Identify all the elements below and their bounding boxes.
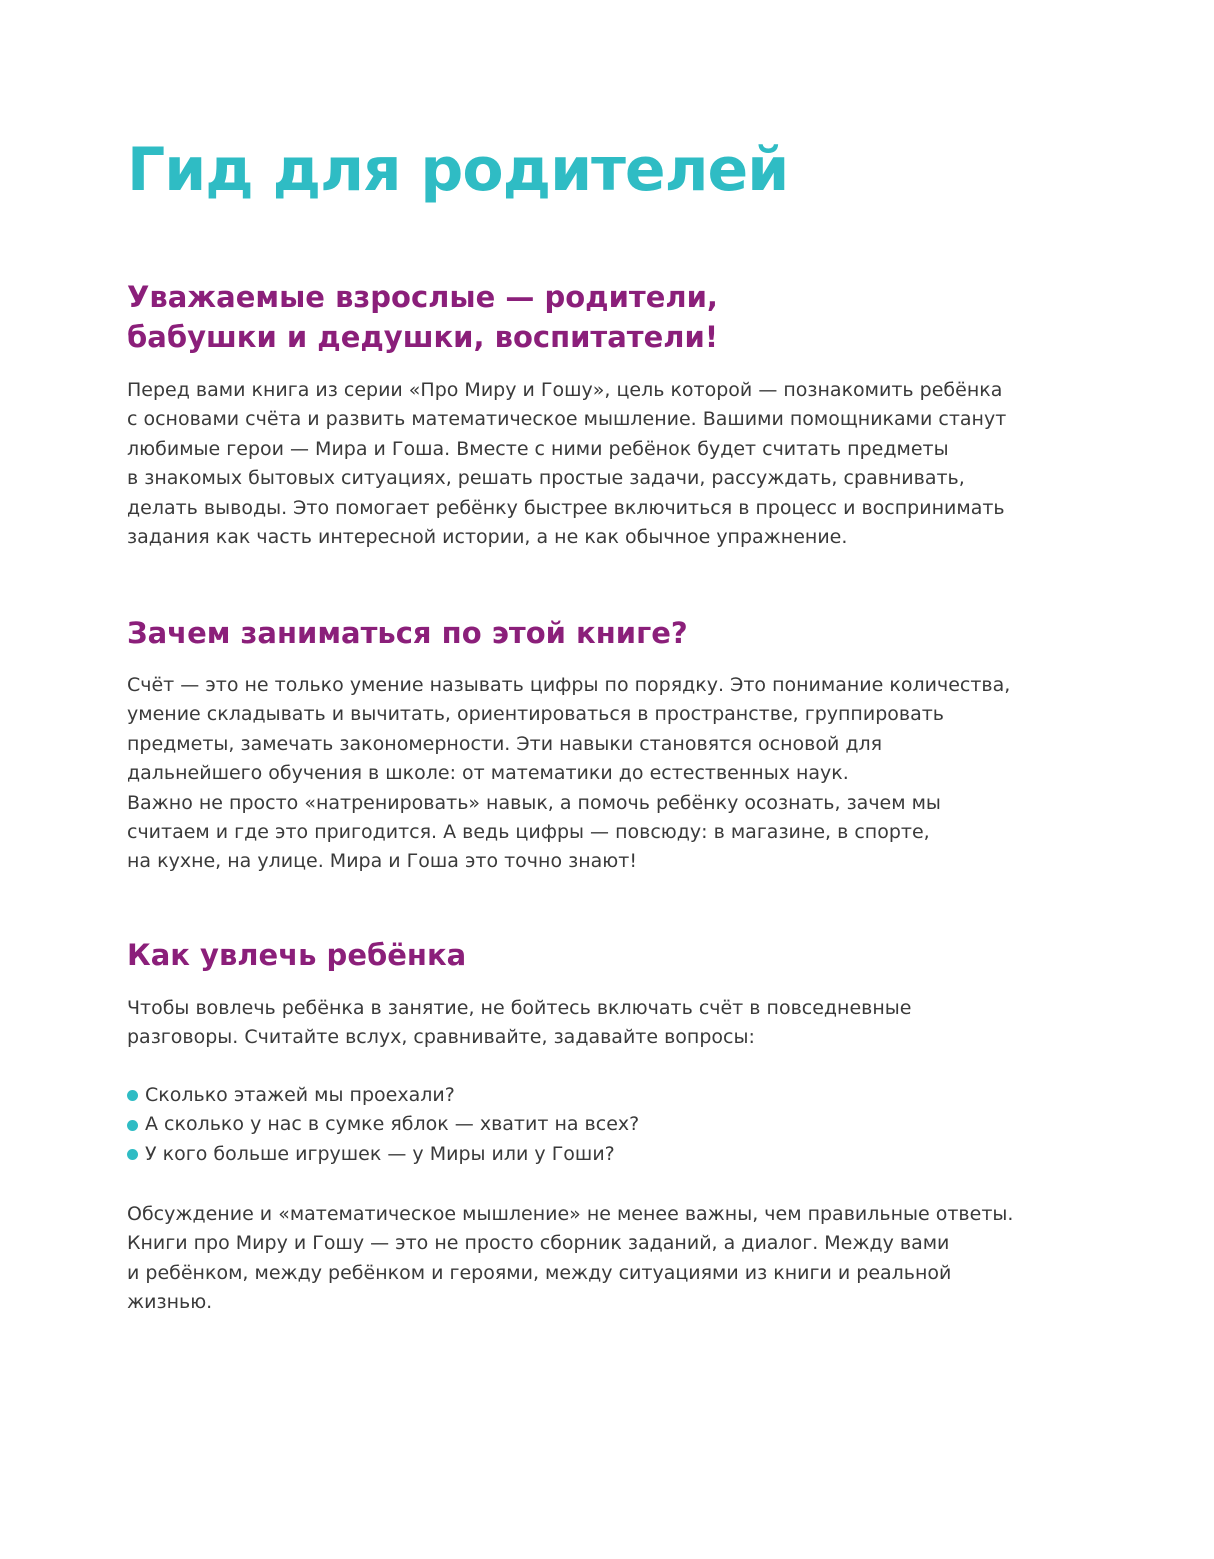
paragraph-line: задания как часть интересной истории, а не как обычное упражнение.	[127, 526, 848, 549]
paragraph-line: Обсуждение и «математическое мышление» не менее важны, чем правильные ответы.	[127, 1203, 1014, 1225]
paragraph-line: и ребёнком, между ребёнком и героями, между ситуациями из книги и реальной	[127, 1261, 952, 1284]
paragraph-line: разговоры. Считайте вслух, сравнивайте, задавайте вопросы:	[127, 1026, 755, 1049]
heading-line: бабушки и дедушки, воспитатели!	[127, 320, 719, 354]
paragraph-line: Важно не просто «натренировать» навык, а помочь ребёнку осознать, зачем мы	[127, 791, 941, 814]
section-1-heading	[127, 277, 718, 357]
list-item-text: А сколько у нас в сумке яблок — хватит на всех?	[145, 1113, 640, 1136]
section-1-paragraph	[127, 376, 1127, 552]
paragraph-line: считаем и где это пригодится. А ведь цифры — повсюду: в магазине, в спорте,	[127, 821, 930, 844]
paragraph-line: Перед вами книга из серии «Про Миру и Гошу», цель которой — познакомить ребёнка	[127, 379, 1003, 401]
paragraph-line: жизнью.	[127, 1291, 213, 1314]
paragraph-line: умение складывать и вычитать, ориентироваться в пространстве, группировать	[127, 703, 944, 726]
paragraph-line: делать выводы. Это помогает ребёнку быстрее включиться в процесс и воспринимать	[127, 496, 1005, 519]
paragraph-line: предметы, замечать закономерности. Эти навыки становятся основой для	[127, 732, 883, 755]
page-title: Гид для родителей	[127, 135, 789, 205]
paragraph-line: Чтобы вовлечь ребёнка в занятие, не бойтесь включать счёт в повседневные	[127, 997, 912, 1019]
heading-line: Уважаемые взрослые — родители,	[127, 280, 718, 314]
section-3-heading	[127, 935, 466, 975]
list-item	[127, 1110, 639, 1139]
heading-line: Зачем заниматься по этой книге?	[127, 616, 688, 650]
list-item	[127, 1081, 639, 1110]
section-3-intro	[127, 994, 1127, 1053]
list-item-text: У кого больше игрушек — у Миры или у Гоши?	[145, 1142, 615, 1165]
paragraph-line: любимые герои — Мира и Гоша. Вместе с ними ребёнок будет считать предметы	[127, 437, 949, 460]
question-list	[127, 1081, 639, 1169]
bullet-dot-icon	[127, 1090, 138, 1101]
section-2-heading	[127, 613, 688, 653]
heading-line: Как увлечь ребёнка	[127, 938, 467, 972]
paragraph-line: на кухне, на улице. Мира и Гоша это точно знают!	[127, 850, 637, 873]
paragraph-line: Счёт — это не только умение называть цифры по порядку. Это понимание количества,	[127, 674, 1011, 696]
paragraph-line: дальнейшего обучения в школе: от математики до естественных наук.	[127, 762, 849, 785]
paragraph-line: Книги про Миру и Гошу — это не просто сборник заданий, а диалог. Между вами	[127, 1232, 950, 1255]
list-item	[127, 1140, 639, 1169]
list-item-text: Сколько этажей мы проехали?	[145, 1084, 455, 1106]
section-3-closing	[127, 1200, 1127, 1318]
section-2-paragraph	[127, 671, 1127, 877]
paragraph-line: в знакомых бытовых ситуациях, решать простые задачи, рассуждать, сравнивать,	[127, 467, 965, 490]
bullet-dot-icon	[127, 1149, 138, 1160]
paragraph-line: с основами счёта и развить математическое мышление. Вашими помощниками станут	[127, 408, 1007, 431]
bullet-dot-icon	[127, 1120, 138, 1131]
